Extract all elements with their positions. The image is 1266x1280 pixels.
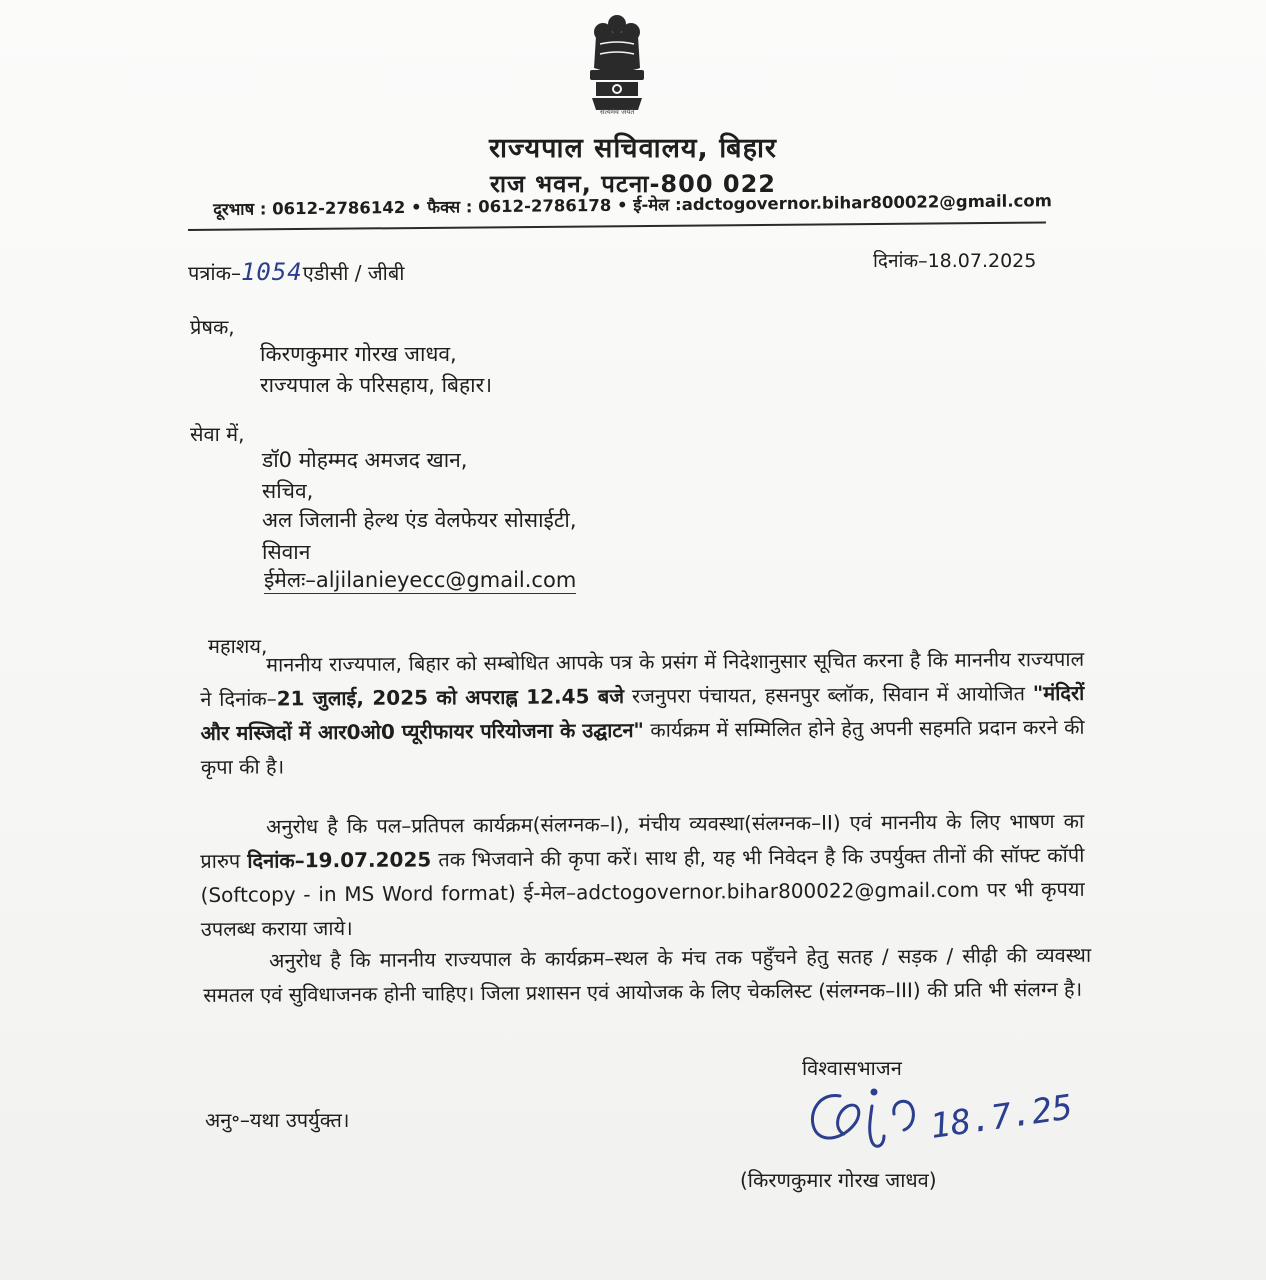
p1-text-c: रजनुपरा पंचायत, हसनपुर ब्लॉक, सिवान में आयोजित <box>624 681 1033 709</box>
sender-designation: राज्यपाल के परिसहाय, बिहार। <box>260 373 493 397</box>
reference-prefix: पत्रांक– <box>188 261 241 285</box>
organization-title: राज्यपाल सचिवालय, बिहार <box>489 133 777 164</box>
p2-deadline: दिनांक–19.07.2025 <box>247 847 432 873</box>
header-divider <box>188 222 1046 231</box>
p1-text-e: कार्यक्रम में सम्मिलित होने हेतु अपनी सहमति प्रदान करने की कृपा की है। <box>200 714 1085 779</box>
valediction: विश्वासभाजन <box>802 1056 902 1080</box>
p1-text-a: माननीय राज्यपाल, बिहार को सम्बोधित आपके पत्र के प्रसंग में निदेशानुसार सूचित करना है कि माननीय राज्यपाल ने दिनांक– <box>200 646 1085 711</box>
signatory-name: (किरणकुमार गोरख जाधव) <box>740 1168 937 1192</box>
recipient-email-wrap <box>264 566 576 594</box>
contact-line: दूरभाष : 0612-2786142 • फैक्स : 0612-2786178 • ई-मेल :adctogovernor.bihar800022@gmail.com <box>213 191 1052 219</box>
letter-date: दिनांक–18.07.2025 <box>873 250 1037 272</box>
recipient-email: ईमेलः–aljilanieyecc@gmail.com <box>264 568 577 592</box>
recipient-name: डॉ0 मोहम्मद अमजद खान, <box>262 448 468 472</box>
organization-address: राज भवन, पटना-800 022 <box>490 170 776 198</box>
sender-name: किरणकुमार गोरख जाधव, <box>260 342 457 366</box>
paragraph-3: अनुरोध है कि माननीय राज्यपाल के कार्यक्रम–स्थल के मंच तक पहुँचने हेतु सतह / सड़क / सीढ़ी की व्यवस्था समतल एवं सुविधाजनक होनी चाहिए। जिला प्रशासन एवं आयोजक के लिए चेकलिस्ट (संलग्नक–III) की प्रति भी संलग्न है। <box>203 942 1092 1007</box>
national-emblem-icon <box>582 10 652 120</box>
emblem-motto: सत्यमेव जयते <box>600 108 635 116</box>
salutation: महाशय, <box>208 634 268 658</box>
recipient-organization: अल जिलानी हेल्थ एंड वेलफेयर सोसाईटी, <box>262 508 577 532</box>
p2-text-a: अनुरोध है कि पल–प्रतिपल कार्यक्रम(संलग्नक–I), मंचीय व्यवस्था(संलग्नक–II) एवं माननीय के लिए भाषण का प्रारुप <box>200 808 1085 873</box>
p1-event-title: "मंदिरों और मस्जिदों में आर0ओ0 प्यूरीफायर परियोजना के उद्घाटन" <box>200 680 1085 745</box>
recipient-city: सिवान <box>262 540 311 564</box>
reference-number: 1054 <box>240 258 303 286</box>
paragraph-1 <box>200 642 1085 784</box>
paragraph-2 <box>200 804 1085 946</box>
reference-suffix: एडीसी / जीबी <box>302 261 405 285</box>
recipient-label: सेवा में, <box>190 422 245 446</box>
p2-text-c: तक भिजवाने की कृपा करें। साथ ही, यह भी निवेदन है कि उपर्युक्त तीनों की सॉफ्ट कॉपी (Softcopy - in MS Word format) ई-मेल–adctogovernor.bihar800022@gmail.com पर भी कृपया उपलब्ध कराया जाये। <box>200 842 1085 941</box>
enclosure-note: अनु॰–यथा उपर्युक्त। <box>205 1108 350 1132</box>
p1-event-datetime: 21 जुलाई, 2025 को अपराह्न 12.45 बजे <box>276 684 625 711</box>
handwritten-signature <box>800 1072 1100 1152</box>
reference-line <box>188 258 404 286</box>
recipient-designation: सचिव, <box>262 479 314 503</box>
signature-date: 18.7.25 <box>927 1087 1076 1147</box>
sender-label: प्रेषक, <box>190 315 235 339</box>
